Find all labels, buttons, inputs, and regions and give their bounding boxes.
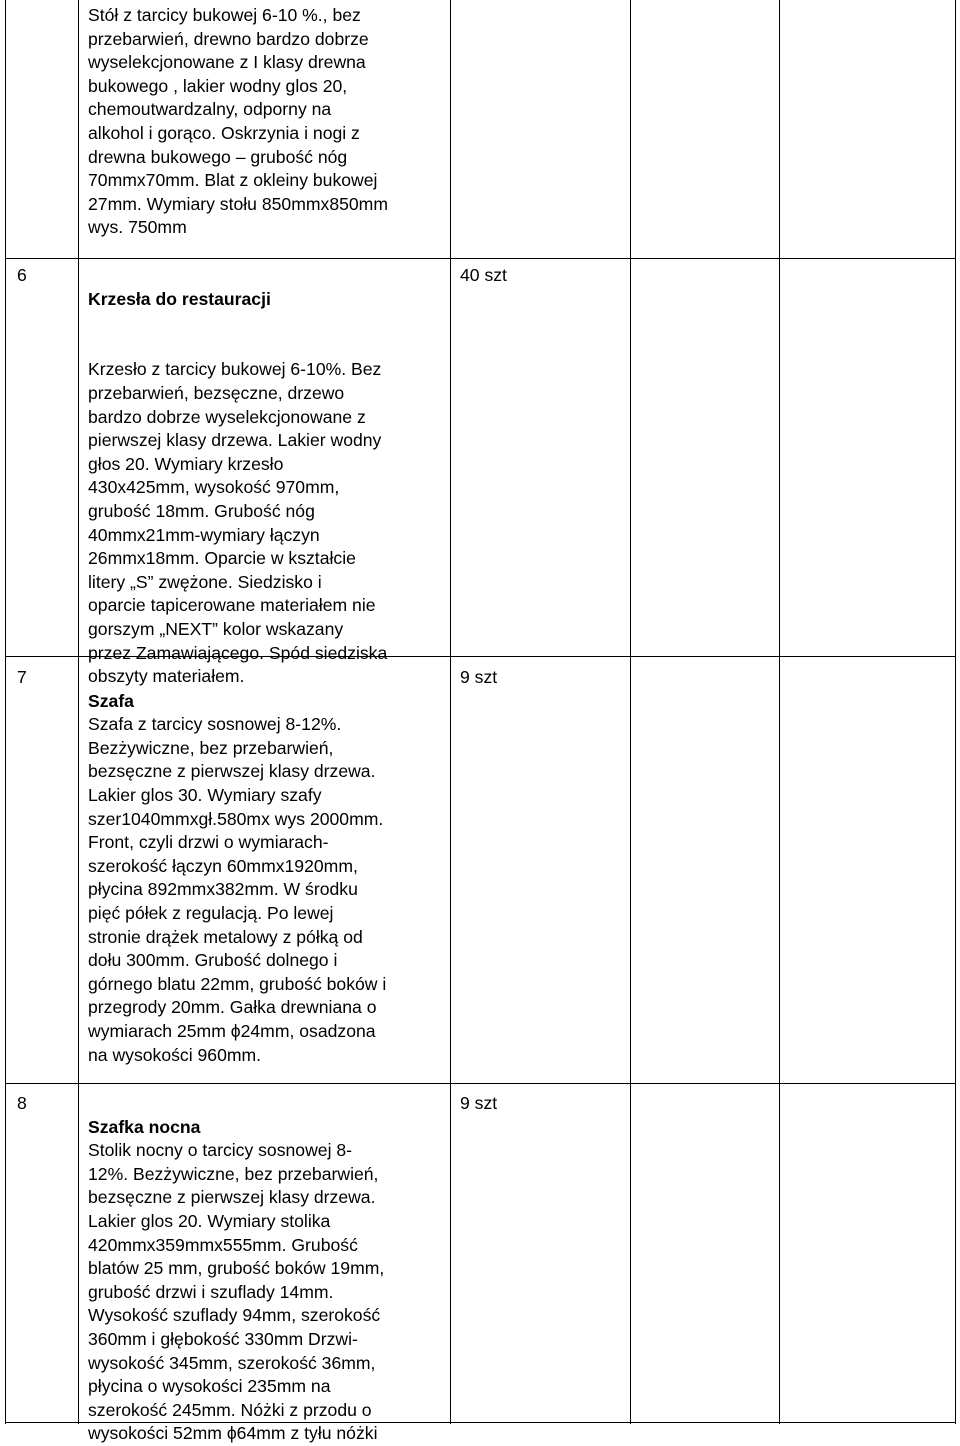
row-quantity: 9 szt	[460, 667, 498, 687]
column-divider	[779, 0, 780, 1424]
row-title: Krzesła do restauracji	[88, 288, 271, 309]
row-divider	[5, 258, 956, 259]
row-content	[88, 264, 448, 689]
row-number: 8	[17, 1093, 27, 1113]
table-border-right	[955, 0, 956, 1424]
row-quantity: 40 szt	[460, 265, 507, 285]
row-content	[88, 666, 448, 1067]
row-description: Krzesło z tarcicy bukowej 6-10%. Bez przebarwień, bezsęczne, drzewo bardzo dobrze wyselekcjonowane z pierwszej klasy drzewa. Lakier wodny głos 20. Wymiary krzesło 430x425mm, wysokość 970mm, grubość 18mm. Grubość nóg 40mmx21mm-wymiary łączyn 26mmx18mm. Oparcie w kształcie litery „S” zwężone. Siedzisko i oparcie tapicerowane materiałem nie gorszym „NEXT” kolor wskazany przez Zamawiającego. Spód siedziska obszyty materiałem.	[88, 359, 388, 687]
row-content	[88, 1092, 448, 1446]
row-title: Szafa	[88, 690, 134, 711]
row-description: Stolik nocny o tarcicy sosnowej 8- 12%. Bezżywiczne, bez przebarwień, bezsęczne z pierwszej klasy drzewa. Lakier glos 20. Wymiary stolika 420mmx359mmx555mm. Grubość blatów 25 mm, grubość boków 19mm, grubość drzwi i szuflady 14mm. Wysokość szuflady 94mm, szerokość 360mm i głębokość 330mm Drzwi- wysokość 345mm, szerokość 36mm, płycina o wysokości 235mm na szerokość 245mm. Nóżki z przodu o wysokości 52mm ϕ64mm z tyłu nóżki	[88, 1140, 385, 1444]
row-number: 7	[17, 667, 27, 687]
row-description: Stół z tarcicy bukowej 6-10 %., bez przebarwień, drewno bardzo dobrze wyselekcjonowane z I klasy drewna bukowego , lakier wodny glos 20, chemoutwardzalny, odporny na alkohol i gorąco. Oskrzynia i nogi z drewna bukowego – grubość nóg 70mmx70mm. Blat z okleiny bukowej 27mm. Wymiary stołu 850mmx850mm wys. 750mm	[88, 5, 388, 238]
column-divider	[78, 0, 79, 1424]
row-description: Szafa z tarcicy sosnowej 8-12%. Bezżywiczne, bez przebarwień, bezsęczne z pierwszej klasy drzewa. Lakier glos 30. Wymiary szafy szer1040mmxgł.580mx wys 2000mm. Front, czyli drzwi o wymiarach- szerokość łączyn 60mmx1920mm, płycina 892mmx382mm. W środku pięć półek z regulacją. Po lewej stronie drążek metalowy z półką od dołu 300mm. Grubość dolnego i górnego blatu 22mm, grubość boków i przegrody 20mm. Gałka drewniana o wymiarach 25mm ϕ24mm, osadzona na wysokości 960mm.	[88, 714, 387, 1065]
column-divider	[630, 0, 631, 1424]
column-divider	[450, 0, 451, 1424]
row-number: 6	[17, 265, 27, 285]
row-quantity: 9 szt	[460, 1093, 498, 1113]
row-divider	[5, 1083, 956, 1084]
table-border-left	[5, 0, 6, 1424]
row-title: Szafka nocna	[88, 1116, 201, 1137]
